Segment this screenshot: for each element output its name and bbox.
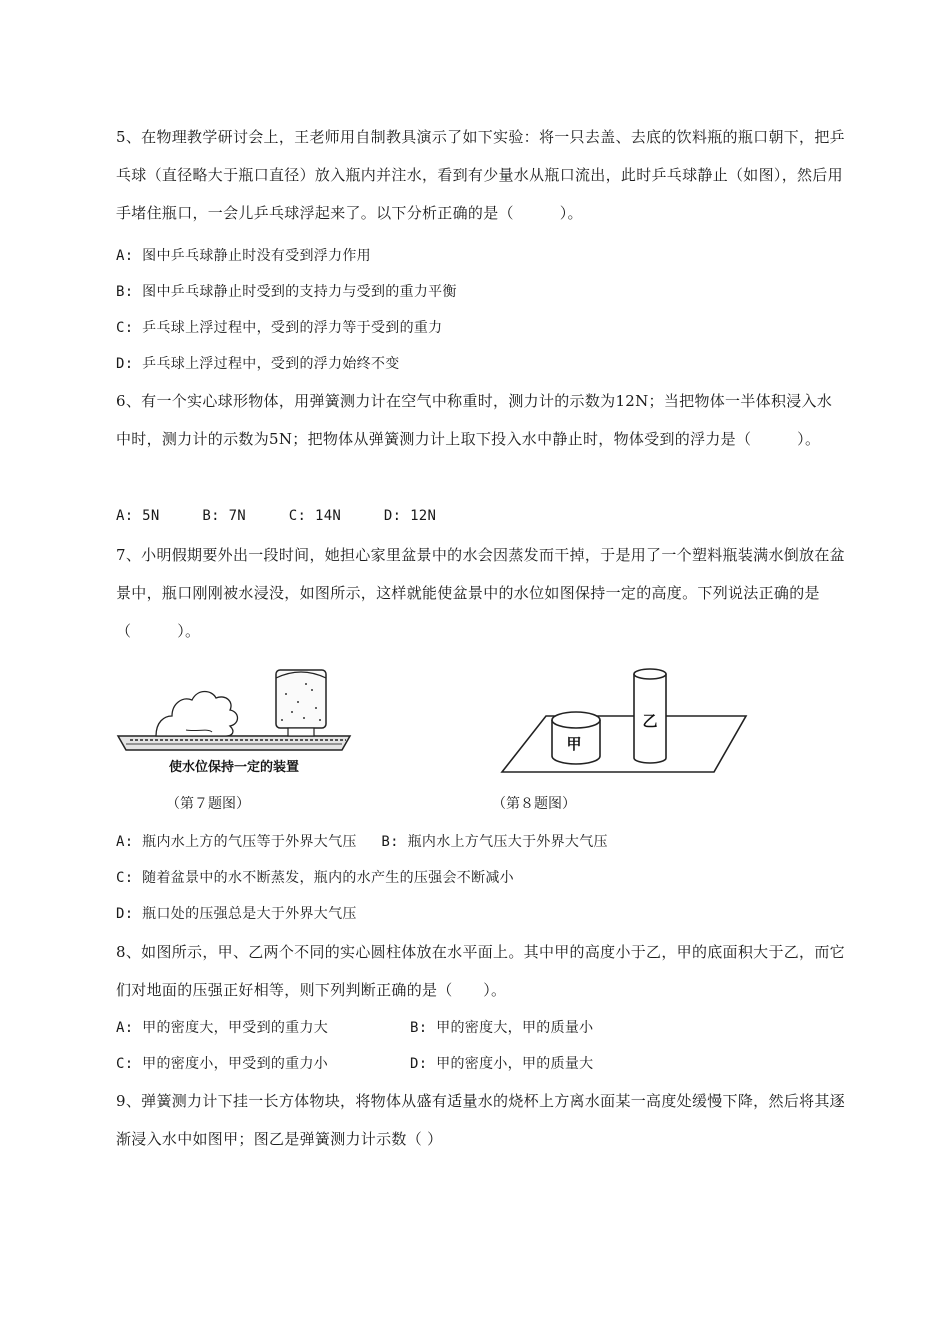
cylinder-b-label: 乙 bbox=[642, 712, 658, 730]
q5-stem: 5、在物理教学研讨会上，王老师用自制教具演示了如下实验：将一只去盖、去底的饮料瓶的瓶口朝下，把乒乓球（直径略大于瓶口直径）放入瓶内并注水，看到有少量水从瓶口流出，此时乒乓球静止（如图），然后用手堵住瓶口，一会儿乒乓球浮起来了。以下分析正确的是（ ）。 bbox=[116, 128, 845, 222]
q6-option-c: C: 14N bbox=[288, 508, 342, 524]
q7-option-b: B: 瓶内水上方气压大于外界大气压 bbox=[381, 834, 608, 850]
q7-option-a: A: 瓶内水上方的气压等于外界大气压 bbox=[116, 834, 357, 850]
q5-option-c: C: 乒乓球上浮过程中，受到的浮力等于受到的重力 bbox=[116, 320, 443, 336]
q8-option-b: B: 甲的密度大，甲的质量小 bbox=[410, 1020, 594, 1036]
q5-option-a: A: 图中乒乓球静止时没有受到浮力作用 bbox=[116, 248, 371, 264]
q9-stem: 9、弹簧测力计下挂一长方体物块，将物体从盛有适量水的烧杯上方离水面某一高度处缓慢下降，然后将其逐渐浸入水中如图甲；图乙是弹簧测力计示数（ ） bbox=[116, 1092, 845, 1148]
q6-option-b: B: 7N bbox=[202, 508, 247, 524]
q8-option-c: C: 甲的密度小，甲受到的重力小 bbox=[116, 1056, 329, 1072]
q8-options-ab bbox=[116, 1017, 594, 1037]
q8-options-cd bbox=[116, 1053, 594, 1073]
figure-8-cylinders bbox=[498, 660, 748, 776]
q8-option-d: D: 甲的密度小，甲的质量大 bbox=[410, 1056, 594, 1072]
q8-stem: 8、如图所示，甲、乙两个不同的实心圆柱体放在水平面上。其中甲的高度小于乙，甲的底面积大于乙，而它们对地面的压强正好相等，则下列判断正确的是（ ）。 bbox=[116, 943, 845, 999]
figure-7-caption: （第７题图） bbox=[166, 796, 250, 812]
q7-stem: 7、小明假期要外出一段时间，她担心家里盆景中的水会因蒸发而干掉，于是用了一个塑料瓶装满水倒放在盆景中，瓶口刚刚被水浸没，如图所示，这样就能使盆景中的水位如图保持一定的高度。下列说法正确的是（ ）。 bbox=[116, 546, 845, 640]
figure-7-bottle-device bbox=[116, 660, 352, 776]
figure-8-caption: （第８题图） bbox=[492, 796, 576, 812]
cylinder-a-label: 甲 bbox=[566, 735, 582, 753]
q6-option-d: D: 12N bbox=[383, 508, 437, 524]
q8-option-a: A: 甲的密度大，甲受到的重力大 bbox=[116, 1020, 329, 1036]
q7-option-c: C: 随着盆景中的水不断蒸发，瓶内的水产生的压强会不断减小 bbox=[116, 870, 514, 886]
figure-7-label: 使水位保持一定的装置 bbox=[168, 760, 300, 775]
q5-option-b: B: 图中乒乓球静止时受到的支持力与受到的重力平衡 bbox=[116, 284, 457, 300]
q6-stem: 6、有一个实心球形物体，用弹簧测力计在空气中称重时，测力计的示数为12N；当把物体一半体积浸入水中时，测力计的示数为5N；把物体从弹簧测力计上取下投入水中静止时，物体受到的浮力是（ ）。 bbox=[116, 392, 833, 448]
q6-option-a: A: 5N bbox=[116, 508, 160, 524]
q7-options-ab bbox=[116, 831, 608, 851]
q7-option-d: D: 瓶口处的压强总是大于外界大气压 bbox=[116, 906, 357, 922]
q5-option-d: D: 乒乓球上浮过程中，受到的浮力始终不变 bbox=[116, 356, 400, 372]
q6-options bbox=[116, 508, 436, 524]
